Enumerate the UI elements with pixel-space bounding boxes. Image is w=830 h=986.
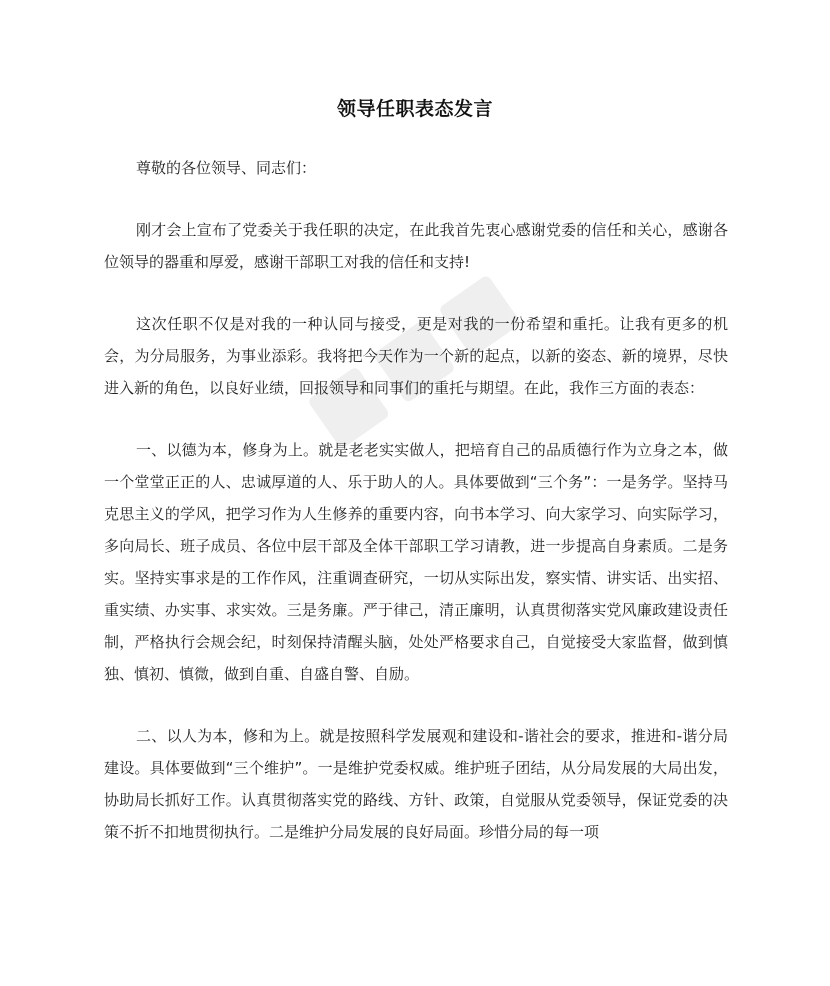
greeting: 尊敬的各位领导、同志们： bbox=[136, 159, 317, 177]
paragraph-2: 这次任职不仅是对我的一种认同与接受，更是对我的一份希望和重托。让我有更多的机会，为分局服务，为事业添彩。我将把今天作为一个新的起点，以新的姿态、新的境界，尽快进入新的角色，以良好业绩，回报领导和同事们的重托与期望。在此，我作三方面的表态： bbox=[104, 315, 728, 397]
paragraph-4: 二、以人为本，修和为上。就是按照科学发展观和建设和-谐社会的要求，推进和-谐分局建设。具体要做到“三个维护”。一是维护党委权威。维护班子团结，从分局发展的大局出发，协助局长抓好工作。认真贯彻落实党的路线、方针、政策，自觉服从党委领导，保证党委的决策不折不扣地贯彻执行。二是维护分局发展的良好局面。珍惜分局的每一项 bbox=[104, 727, 728, 841]
document-title: 领导任职表态发言 bbox=[336, 98, 493, 120]
paragraph-3: 一、以德为本，修身为上。就是老老实实做人，把培育自己的品质德行作为立身之本，做一个堂堂正正的人、忠诚厚道的人、乐于助人的人。具体要做到“三个务”：一是务学。坚持马克思主义的学风，把学习作为人生修养的重要内容，向书本学习、向大家学习、向实际学习，多向局长、班子成员、各位中层干部及全体干部职工学习请教，进一步提高自身素质。二是务实。坚持实事求是的工作作风，注重调查研究，一切从实际出发，察实情、讲实话、出实招、重实绩、办实事、求实效。三是务廉。严于律己，清正廉明，认真贯彻落实党风廉政建设责任制，严格执行会规会纪，时刻保持清醒头脑，处处严格要求自己，自觉接受大家监督，做到慎独、慎初、慎微，做到自重、自盛自警、自励。 bbox=[104, 441, 728, 683]
paragraph-1: 刚才会上宣布了党委关于我任职的决定，在此我首先衷心感谢党委的信任和关心，感谢各位领导的器重和厚爱，感谢干部职工对我的信任和支持! bbox=[104, 221, 728, 271]
document-body bbox=[104, 152, 728, 878]
